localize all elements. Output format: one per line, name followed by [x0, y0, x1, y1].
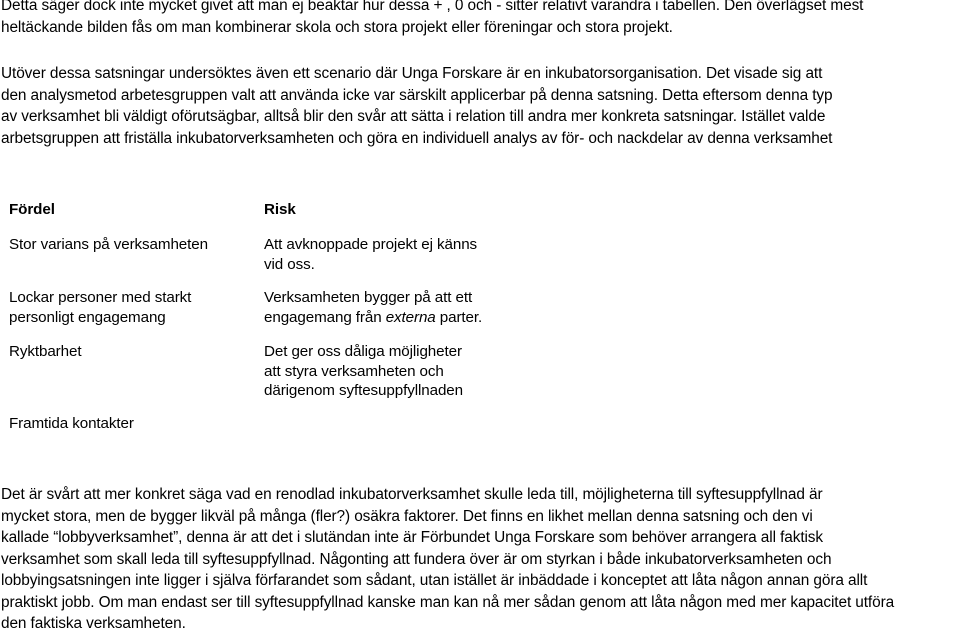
cell-line: [264, 308, 482, 328]
paragraph-intro: [1, 0, 960, 38]
text-line: Det är svårt att mer konkret säga vad en renodlad inkubatorverksamhet skulle leda till, möjligheterna till syftesuppfyllnad är: [1, 486, 823, 503]
text-line: av verksamhet bli väldigt oförutsägbar, alltså blir den svår att sätta i relation till andra mer konkreta satsningar. Istället valde: [1, 108, 826, 125]
paragraph-incubator: [1, 63, 960, 149]
cell-line: vid oss.: [264, 255, 315, 273]
cell-line: Att avknoppade projekt ej känns: [264, 236, 478, 253]
cell-line: att styra verksamheten och: [264, 362, 444, 380]
text-line: mycket stora, men de bygger likväl på många (fler?) osäkra faktorer. Det finns en likhet mellan denna satsning och den vi: [1, 507, 813, 525]
text-line: den faktiska verksamheten.: [1, 615, 186, 632]
text-line: verksamhet som skall leda till syftesuppfyllnad. Någonting att fundera över är om styrkan i både inkubatorverksamheten och: [1, 550, 832, 568]
fordel-item: [9, 288, 191, 327]
fordel-item: [9, 414, 134, 434]
fordel-item: [9, 342, 81, 362]
risk-item: [264, 342, 463, 401]
text-line: praktiskt jobb. Om man endast ser till syftesuppfyllnad kanske man kan nå mer sådan genom att låta någon med mer kapacitet utföra: [1, 593, 895, 611]
cell-line: Det ger oss dåliga möjligheter: [264, 343, 462, 360]
pros-risks-table: [9, 200, 569, 440]
cell-line: Stor varians på verksamheten: [9, 236, 208, 253]
cell-line: Verksamheten bygger på att ett: [264, 289, 473, 306]
text-line: Utöver dessa satsningar undersöktes även ett scenario där Unga Forskare är en inkubatorsorganisation. Det visade sig att: [1, 65, 823, 82]
text-line: heltäckande bilden fås om man kombinerar skola och stora projekt eller föreningar och stora projekt.: [1, 18, 673, 36]
fordel-item: [9, 235, 208, 255]
paragraph-conclusion: [1, 484, 960, 635]
cell-line: Ryktbarhet: [9, 343, 82, 360]
cell-text: engagemang från: [264, 308, 386, 326]
text-line: lobbyingsatsningen inte ligger i själva förfarandet som sådant, utan istället är inbäddade i konceptet att låta någon annan göra allt: [1, 572, 868, 589]
text-line: Detta säger dock inte mycket givet att man ej beaktar hur dessa + , 0 och - sitter relativt varandra i tabellen. Den överlägset mest: [1, 0, 864, 14]
cell-line: Framtida kontakter: [9, 415, 134, 432]
risk-heading: Risk: [264, 201, 296, 218]
text-line: den analysmetod arbetesgruppen valt att använda icke var särskilt applicerbar på denna satsning. Detta eftersom denna typ: [1, 86, 833, 104]
cell-line: därigenom syftesuppfyllnaden: [264, 382, 463, 399]
emphasis-text: externa: [385, 308, 436, 326]
cell-line: Lockar personer med starkt: [9, 289, 192, 306]
cell-line: personligt engagemang: [9, 308, 166, 326]
fordel-heading: Fördel: [9, 201, 55, 218]
risk-item: [264, 235, 477, 274]
text-line: kallade “lobbyverksamhet”, denna är att det i slutändan inte är Förbundet Unga Forskare som behöver arrangera all faktisk: [1, 529, 824, 546]
text-line: arbetsgruppen att friställa inkubatorverksamheten och göra en individuell analys av för- och nackdelar av denna verksamhet: [1, 129, 833, 147]
risk-item: [264, 288, 482, 327]
cell-text: parter.: [435, 308, 483, 326]
